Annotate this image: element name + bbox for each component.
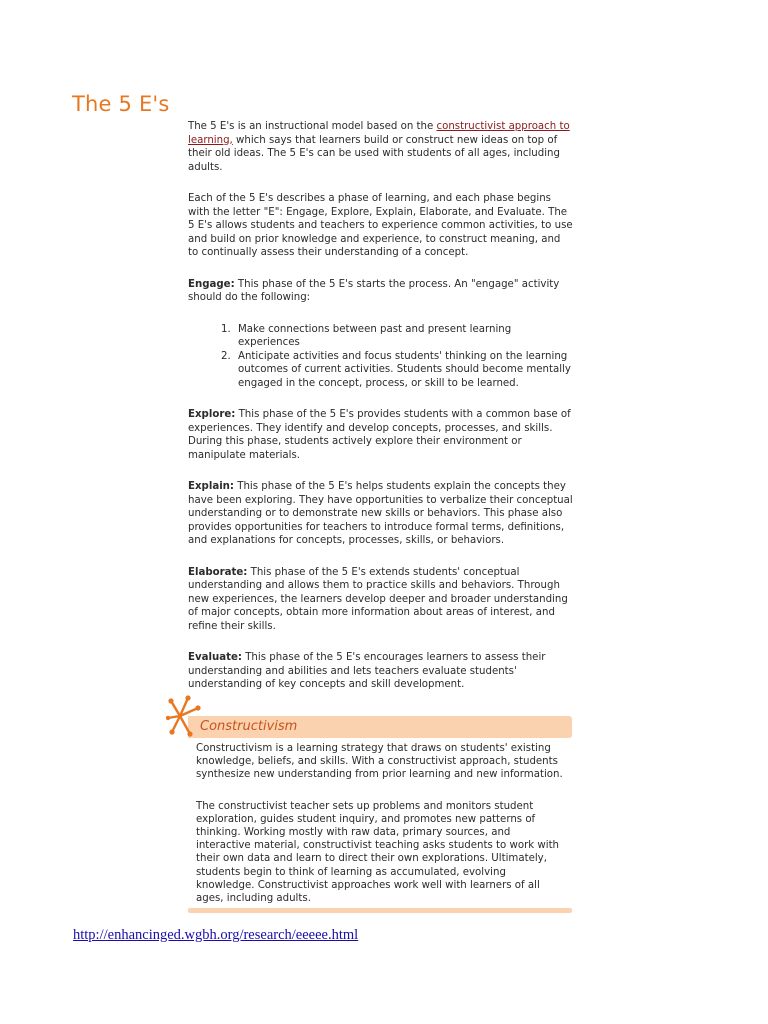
list-item: 2. Anticipate activities and focus students' thinking on the learning outcomes of current activities. Students should become mentally engaged in the concept, process, or skill to be learned. <box>234 350 573 391</box>
intro-paragraph: The 5 E's is an instructional model based on the constructivist approach to learning, which says that learners build or construct new ideas on top of their old ideas. The 5 E's can be used with students of all ages, including adults. <box>188 121 570 173</box>
evaluate-paragraph: Evaluate: This phase of the 5 E's encourages learners to assess their understanding and abilities and lets teachers evaluate students' understanding of key concepts and skill development. <box>188 652 546 690</box>
engage-label: Engage: <box>188 278 235 290</box>
starburst-icon <box>166 692 206 742</box>
constructivism-heading: Constructivism <box>200 719 298 734</box>
constructivism-paragraph-2: The constructivist teacher sets up problems and monitors student exploration, guides student inquiry, and promotes new patterns of thinking. Working mostly with raw data, primary sources, and interactive material, constructivist teaching asks students to work with their own data and learn to direct their own explorations. Ultimately, students begin to think of learning as accumulated, evolving knowledge. Constructivist approaches work well with learners of all ages, including adults. <box>196 800 560 905</box>
page-title: The 5 E's <box>72 92 170 116</box>
constructivism-bottom-bar <box>188 908 572 913</box>
engage-list <box>188 323 573 391</box>
constructivism-body <box>196 742 566 905</box>
phases-intro-paragraph: Each of the 5 E's describes a phase of learning, and each phase begins with the letter "E": Engage, Explore, Explain, Elaborate, and Evaluate. The 5 E's allows students and teachers to experience common activities, to use and build on prior knowledge and experience, to construct meaning, and to continually assess their understanding of a concept. <box>188 193 573 258</box>
explore-label: Explore: <box>188 409 236 420</box>
elaborate-paragraph: Elaborate: This phase of the 5 E's extends students' conceptual understanding and allows them to practice skills and behaviors. Through new experiences, the learners develop deeper and broader understanding of major concepts, obtain more information about areas of interest, and refine their skills. <box>188 566 568 632</box>
explain-label: Explain: <box>188 481 235 492</box>
explore-paragraph: Explore: This phase of the 5 E's provides students with a common base of experiences. They identify and develop concepts, processes, and skills. During this phase, students actively explore their environment or manipulate materials. <box>188 409 571 461</box>
constructivism-paragraph-1: Constructivism is a learning strategy that draws on students' existing knowledge, beliefs, and skills. With a constructivist approach, students synthesize new understanding from prior learning and new information. <box>196 743 563 781</box>
list-item: 1. Make connections between past and present learning experiences <box>234 323 573 350</box>
engage-paragraph: Engage: This phase of the 5 E's starts the process. An "engage" activity should do the following: <box>188 278 560 303</box>
main-content <box>188 120 573 710</box>
evaluate-label: Evaluate: <box>188 652 242 663</box>
constructivist-approach-link[interactable]: constructivist approach to learning, <box>188 121 570 146</box>
source-url-link[interactable]: http://enhancinged.wgbh.org/research/eeeee.html <box>73 927 359 943</box>
elaborate-label: Elaborate: <box>188 566 248 578</box>
explain-paragraph: Explain: This phase of the 5 E's helps students explain the concepts they have been exploring. They have opportunities to verbalize their conceptual understanding or to demonstrate new skills or behaviors. This phase also provides opportunities for teachers to introduce formal terms, definitions, and explanations for concepts, processes, skills, or behaviors. <box>188 481 573 546</box>
constructivism-box <box>166 692 574 914</box>
